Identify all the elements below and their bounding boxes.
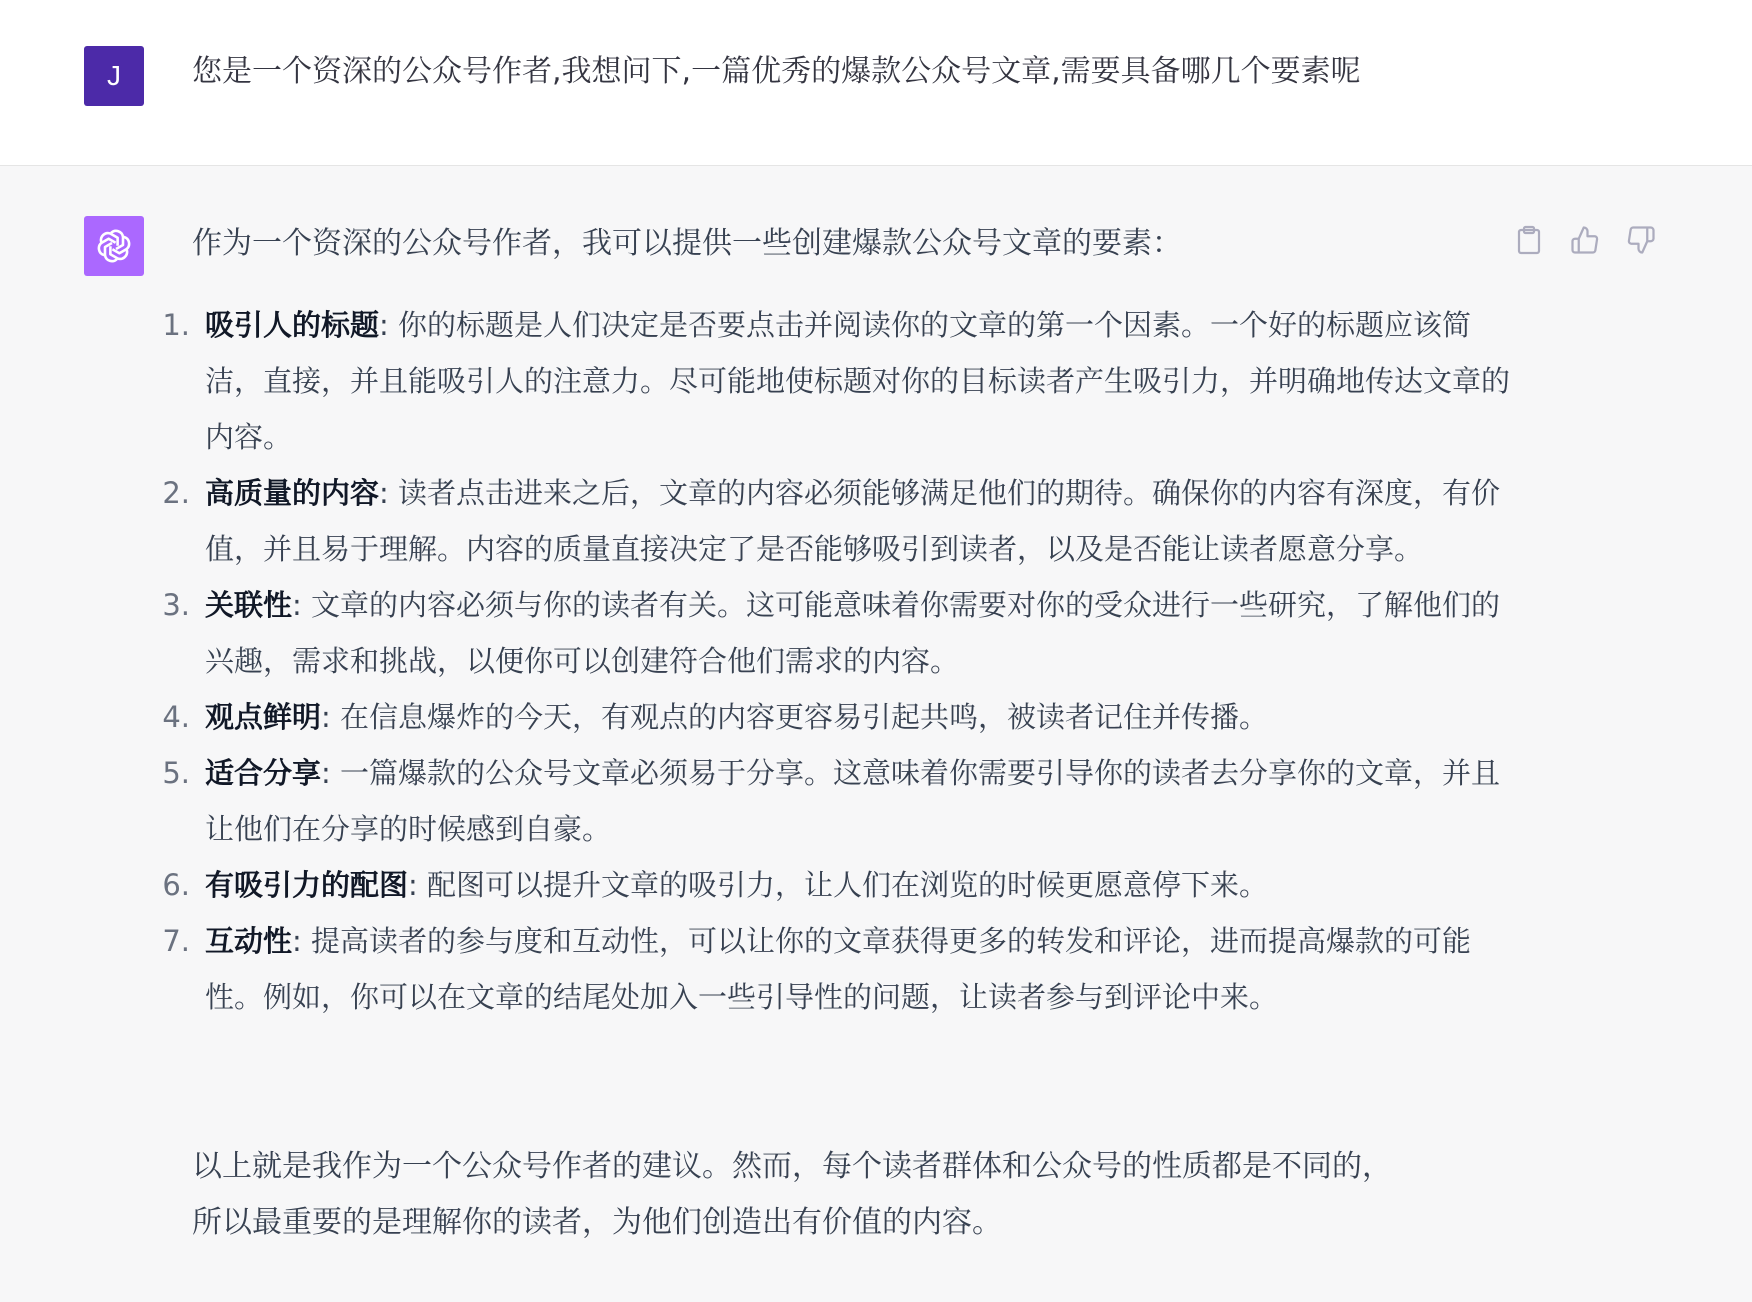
list-item	[160, 857, 1515, 913]
point-text: : 你的标题是人们决定是否要点击并阅读你的文章的第一个因素。一个好的标题应该简洁，直接，并且能吸引人的注意力。尽可能地使标题对你的目标读者产生吸引力，并明确地传达文章的内容。	[205, 308, 1511, 454]
assistant-intro: 作为一个资深的公众号作者，我可以提供一些创建爆款公众号文章的要素：	[192, 226, 1182, 261]
thumbs-down-button[interactable]	[1624, 223, 1658, 257]
copy-button[interactable]	[1512, 223, 1546, 257]
point-text: : 一篇爆款的公众号文章必须易于分享。这意味着你需要引导你的读者去分享你的文章，并且让他们在分享的时候感到自豪。	[205, 756, 1501, 846]
message-actions	[1512, 223, 1658, 257]
list-item	[160, 689, 1515, 745]
list-item	[160, 465, 1515, 577]
list-number: 4.	[162, 700, 190, 734]
point-title: 观点鲜明	[205, 700, 322, 734]
list-item	[160, 745, 1515, 857]
user-message-row	[0, 0, 1752, 166]
conclusion-line: 以上就是我作为一个公众号作者的建议。然而，每个读者群体和公众号的性质都是不同的，	[192, 1149, 1392, 1184]
list-item	[160, 913, 1515, 1025]
list-number: 6.	[162, 868, 190, 902]
thumbs-up-icon	[1570, 225, 1600, 255]
conclusion-line: 所以最重要的是理解你的读者，为他们创造出有价值的内容。	[192, 1205, 1002, 1240]
list-number: 3.	[162, 588, 190, 622]
point-title: 有吸引力的配图	[205, 868, 409, 902]
list-number: 2.	[162, 476, 190, 510]
list-number: 5.	[162, 756, 190, 790]
point-title: 适合分享	[205, 756, 322, 790]
point-title: 高质量的内容	[205, 476, 380, 510]
point-title: 吸引人的标题	[205, 308, 380, 342]
clipboard-icon	[1515, 225, 1543, 255]
point-text: : 读者点击进来之后，文章的内容必须能够满足他们的期待。确保你的内容有深度，有价值，并且易于理解。内容的质量直接决定了是否能够吸引到读者，以及是否能让读者愿意分享。	[205, 476, 1501, 566]
assistant-avatar	[84, 216, 144, 276]
openai-logo-icon	[94, 226, 134, 266]
list-item	[160, 297, 1515, 465]
point-title: 关联性	[205, 588, 293, 622]
point-text: : 配图可以提升文章的吸引力，让人们在浏览的时候更愿意停下来。	[408, 868, 1269, 902]
elements-list	[160, 297, 1515, 1025]
list-item	[160, 577, 1515, 689]
point-text: : 文章的内容必须与你的读者有关。这可能意味着你需要对你的受众进行一些研究，了解他们的兴趣，需求和挑战，以便你可以创建符合他们需求的内容。	[205, 588, 1501, 678]
thumbs-down-icon	[1626, 225, 1656, 255]
assistant-message-row	[0, 167, 1752, 1302]
list-number: 1.	[162, 308, 190, 342]
thumbs-up-button[interactable]	[1568, 223, 1602, 257]
assistant-conclusion	[192, 1139, 1492, 1251]
point-title: 互动性	[205, 924, 293, 958]
user-avatar: J	[84, 46, 144, 106]
user-message-text: 您是一个资深的公众号作者,我想问下,一篇优秀的爆款公众号文章,需要具备哪几个要素呢	[192, 54, 1361, 89]
list-number: 7.	[162, 924, 190, 958]
point-text: : 提高读者的参与度和互动性，可以让你的文章获得更多的转发和评论，进而提高爆款的可能性。例如，你可以在文章的结尾处加入一些引导性的问题，让读者参与到评论中来。	[205, 924, 1472, 1014]
point-text: : 在信息爆炸的今天，有观点的内容更容易引起共鸣，被读者记住并传播。	[321, 700, 1269, 734]
